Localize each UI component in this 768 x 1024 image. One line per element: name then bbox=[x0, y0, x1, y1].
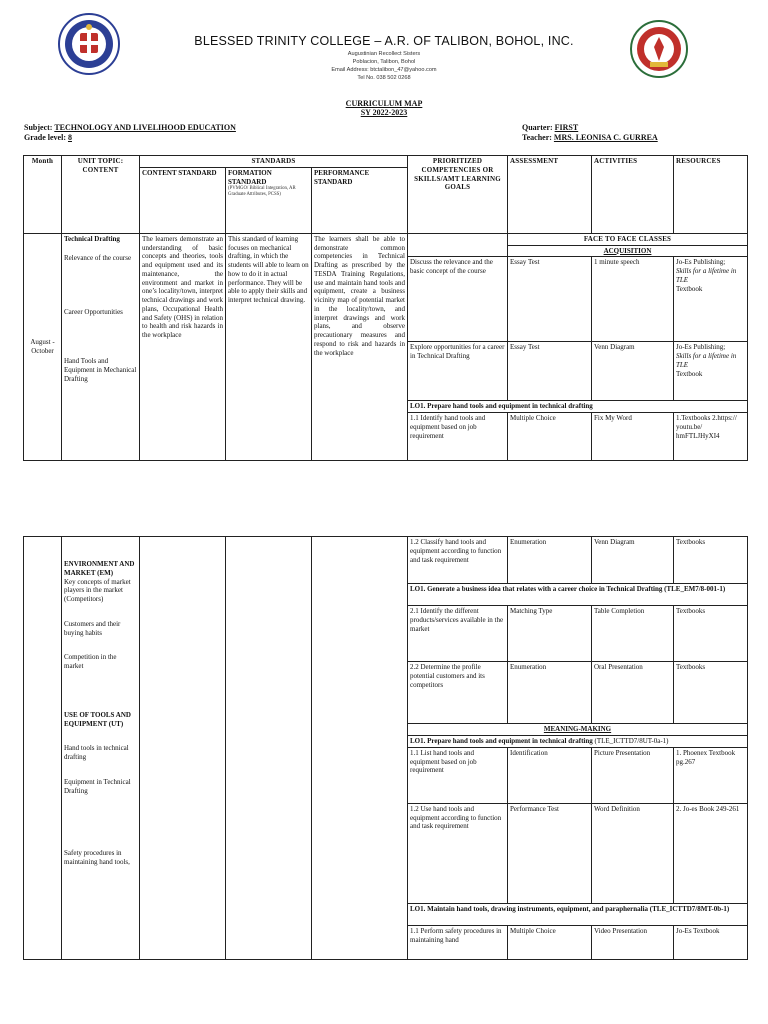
subject-field bbox=[24, 123, 236, 132]
teacher-label: Teacher: bbox=[522, 133, 552, 142]
assessment-cell: Matching Type bbox=[508, 606, 592, 662]
learning-outcome-code: (TLE_ICTTD7/8UT-0a-1) bbox=[594, 736, 669, 745]
grade-value: 8 bbox=[67, 133, 72, 142]
activities-header: ACTIVITIES bbox=[592, 156, 674, 234]
topic-item: Relevance of the course bbox=[64, 253, 132, 262]
resource-cell: Textbooks bbox=[674, 662, 748, 724]
unit-topic-cell bbox=[62, 233, 140, 461]
acquisition-band: ACQUISITION bbox=[508, 245, 748, 257]
resource-cell: 1.Textbooks 2.https:// youtu.be/ hmFTLJHyXI4 bbox=[674, 413, 748, 461]
competency-cell: Explore opportunities for a career in Technical Drafting bbox=[408, 342, 508, 401]
quarter-label: Quarter: bbox=[522, 123, 553, 132]
content-standard-cell bbox=[140, 537, 226, 960]
topic-item: Competition in the market bbox=[64, 653, 117, 670]
activity-cell: Venn Diagram bbox=[592, 537, 674, 584]
formation-standard-title: FORMATION STANDARD bbox=[228, 168, 272, 186]
assessment-cell: Multiple Choice bbox=[508, 925, 592, 959]
topic-item: Technical Drafting bbox=[64, 234, 120, 243]
competencies-header: PRIORITIZED COMPETENCIES OR SKILLS/AMT LEARNING GOALS bbox=[408, 156, 508, 234]
curriculum-table-2 bbox=[23, 536, 748, 960]
learning-outcome-row bbox=[408, 735, 748, 747]
topic-item: Hand tools in technical drafting bbox=[64, 744, 129, 761]
activity-cell: Picture Presentation bbox=[592, 747, 674, 803]
standards-header: STANDARDS bbox=[140, 156, 408, 168]
competency-cell: 1.2 Use hand tools and equipment according to function and task requirement bbox=[408, 803, 508, 903]
learning-outcome-row: LO1. Prepare hand tools and equipment in technical drafting bbox=[408, 401, 748, 413]
quarter-value: FIRST bbox=[554, 123, 579, 132]
assessment-cell: Identification bbox=[508, 747, 592, 803]
meaning-making-band: MEANING-MAKING bbox=[408, 724, 748, 736]
activity-cell: Fix My Word bbox=[592, 413, 674, 461]
performance-standard-cell: The learners shall be able to demonstrate common competencies in Technical Drafting as prescribed by the TESDA Training Regulations, use and maintain hand tools and equipment, create a business vicinity map of potential market in the locality/town, and interpret drawings and work plans, and observe precautionary measures and respond to risk and hazards in the workplace bbox=[312, 233, 408, 461]
document-header bbox=[0, 0, 768, 110]
unit-topic-cell bbox=[62, 537, 140, 960]
subject-label: Subject: bbox=[24, 123, 53, 132]
resource-publisher: Jo-Es Publishing; bbox=[676, 343, 726, 352]
activity-cell: Table Completion bbox=[592, 606, 674, 662]
subject-value: TECHNOLOGY AND LIVELIHOOD EDUCATION bbox=[54, 123, 236, 132]
resource-publisher: Jo-Es Publishing; bbox=[676, 258, 726, 267]
teacher-field bbox=[522, 133, 658, 142]
address-line: Poblacion, Talibon, Bohol bbox=[352, 59, 416, 65]
resource-cell: Textbooks bbox=[674, 537, 748, 584]
grade-label: Grade level: bbox=[24, 133, 66, 142]
assessment-cell: Multiple Choice bbox=[508, 413, 592, 461]
month-cell: August - October bbox=[24, 233, 62, 461]
competency-cell: 1.1 Perform safety procedures in maintaining hand bbox=[408, 925, 508, 959]
assessment-header: ASSESSMENT bbox=[508, 156, 592, 234]
quarter-field bbox=[522, 123, 578, 132]
resource-cell bbox=[674, 257, 748, 342]
competency-cell: 2.1 Identify the different products/services available in the market bbox=[408, 606, 508, 662]
competency-cell: 2.2 Determine the profile potential customers and its competitors bbox=[408, 662, 508, 724]
topic-item: Safety procedures in maintaining hand tools, bbox=[64, 849, 130, 866]
assessment-cell: Essay Test bbox=[508, 342, 592, 401]
month-cell bbox=[24, 537, 62, 960]
address-line: Augustinian Recollect Sisters bbox=[347, 51, 421, 57]
document-title: CURRICULUM MAP bbox=[345, 99, 423, 108]
content-standard-header: CONTENT STANDARD bbox=[140, 167, 226, 233]
teacher-value: MRS. LEONISA C. GURREA bbox=[553, 133, 658, 142]
section-title-ut: USE OF TOOLS AND EQUIPMENT (UT) bbox=[64, 710, 131, 728]
learning-outcome-text: LO1. Prepare hand tools and equipment in technical drafting bbox=[410, 736, 593, 745]
topic-item: Customers and their buying habits bbox=[64, 619, 121, 637]
resource-type: Textbook bbox=[676, 284, 703, 293]
curriculum-table-1 bbox=[23, 155, 748, 461]
competency-cell: 1.1 List hand tools and equipment based on job requirement bbox=[408, 747, 508, 803]
resource-title: Skills for a lifetime in TLE bbox=[676, 267, 737, 284]
competency-cell: 1.2 Classify hand tools and equipment according to function and task requirement bbox=[408, 537, 508, 584]
resource-cell: 2. Jo-es Book 249-261 bbox=[674, 803, 748, 903]
competency-cell: Discuss the relevance and the basic concept of the course bbox=[408, 257, 508, 342]
activity-cell: 1 minute speech bbox=[592, 257, 674, 342]
address-line: Tel No. 038 502 0268 bbox=[357, 75, 411, 81]
assessment-cell: Enumeration bbox=[508, 662, 592, 724]
performance-standard-header: PERFORMANCE STANDARD bbox=[312, 167, 408, 233]
formation-standard-note: (PVMGO/ Biblical Integration, AR Graduate Attributes, PCSS) bbox=[228, 186, 296, 198]
resource-title: Skills for a lifetime in TLE bbox=[676, 352, 737, 369]
grade-field bbox=[24, 133, 72, 142]
activity-cell: Venn Diagram bbox=[592, 342, 674, 401]
formation-standard-cell: This standard of learning focuses on mechanical drafting, in which the students will able to learn on how to do it in actual performance. They will be able to apply their skills and interpret technical drawing. bbox=[226, 233, 312, 461]
resource-type: Textbook bbox=[676, 369, 703, 378]
resource-cell: 1. Phoenex Textbook pg.267 bbox=[674, 747, 748, 803]
month-header: Month bbox=[24, 156, 62, 234]
activity-cell: Word Definition bbox=[592, 803, 674, 903]
address-line: Email Address: btctalibon_47@yahoo.com bbox=[331, 67, 437, 73]
assessment-cell: Essay Test bbox=[508, 257, 592, 342]
performance-standard-cell bbox=[312, 537, 408, 960]
resource-cell: Textbooks bbox=[674, 606, 748, 662]
content-standard-cell: The learners demonstrate an understanding of basic concepts and theories, tools and equipment used and its maintenance, the environment and market in one’s locality/town, interpret technical drawings and work plans, Occupational Health and Safety (OHS) in relation to health and risk hazards in the workplace bbox=[140, 233, 226, 461]
section-title-em: ENVIRONMENT AND MARKET (EM) bbox=[64, 560, 135, 577]
formation-standard-header bbox=[226, 167, 312, 233]
resources-header: RESOURCES bbox=[674, 156, 748, 234]
learning-outcome-row: LO1. Maintain hand tools, drawing instruments, equipment, and paraphernalia (TLE_ICTTD7/8MT-0b-1) bbox=[408, 903, 748, 925]
topic-item: Key concepts of market players in the market (Competitors) bbox=[64, 577, 131, 603]
resource-cell bbox=[674, 342, 748, 401]
activity-cell: Video Presentation bbox=[592, 925, 674, 959]
topic-item: Equipment in Technical Drafting bbox=[64, 777, 131, 795]
formation-standard-cell bbox=[226, 537, 312, 960]
assessment-cell: Performance Test bbox=[508, 803, 592, 903]
topic-item: Career Opportunities bbox=[64, 308, 123, 317]
competency-cell: 1.1 Identify hand tools and equipment based on job requirement bbox=[408, 413, 508, 461]
unit-topic-header: UNIT TOPIC: CONTENT bbox=[62, 156, 140, 234]
resource-cell: Jo-Es Textbook bbox=[674, 925, 748, 959]
face-to-face-band: FACE TO FACE CLASSES bbox=[508, 233, 748, 245]
assessment-cell: Enumeration bbox=[508, 537, 592, 584]
school-year: SY 2022-2023 bbox=[360, 108, 408, 117]
activity-cell: Oral Presentation bbox=[592, 662, 674, 724]
school-name: BLESSED TRINITY COLLEGE – A.R. OF TALIBON, BOHOL, INC. bbox=[194, 34, 574, 48]
topic-item: Hand Tools and Equipment in Mechanical Drafting bbox=[64, 357, 137, 383]
learning-outcome-row: LO1. Generate a business idea that relates with a career choice in Technical Drafting (TLE_EM7/8-001-1) bbox=[408, 584, 748, 606]
